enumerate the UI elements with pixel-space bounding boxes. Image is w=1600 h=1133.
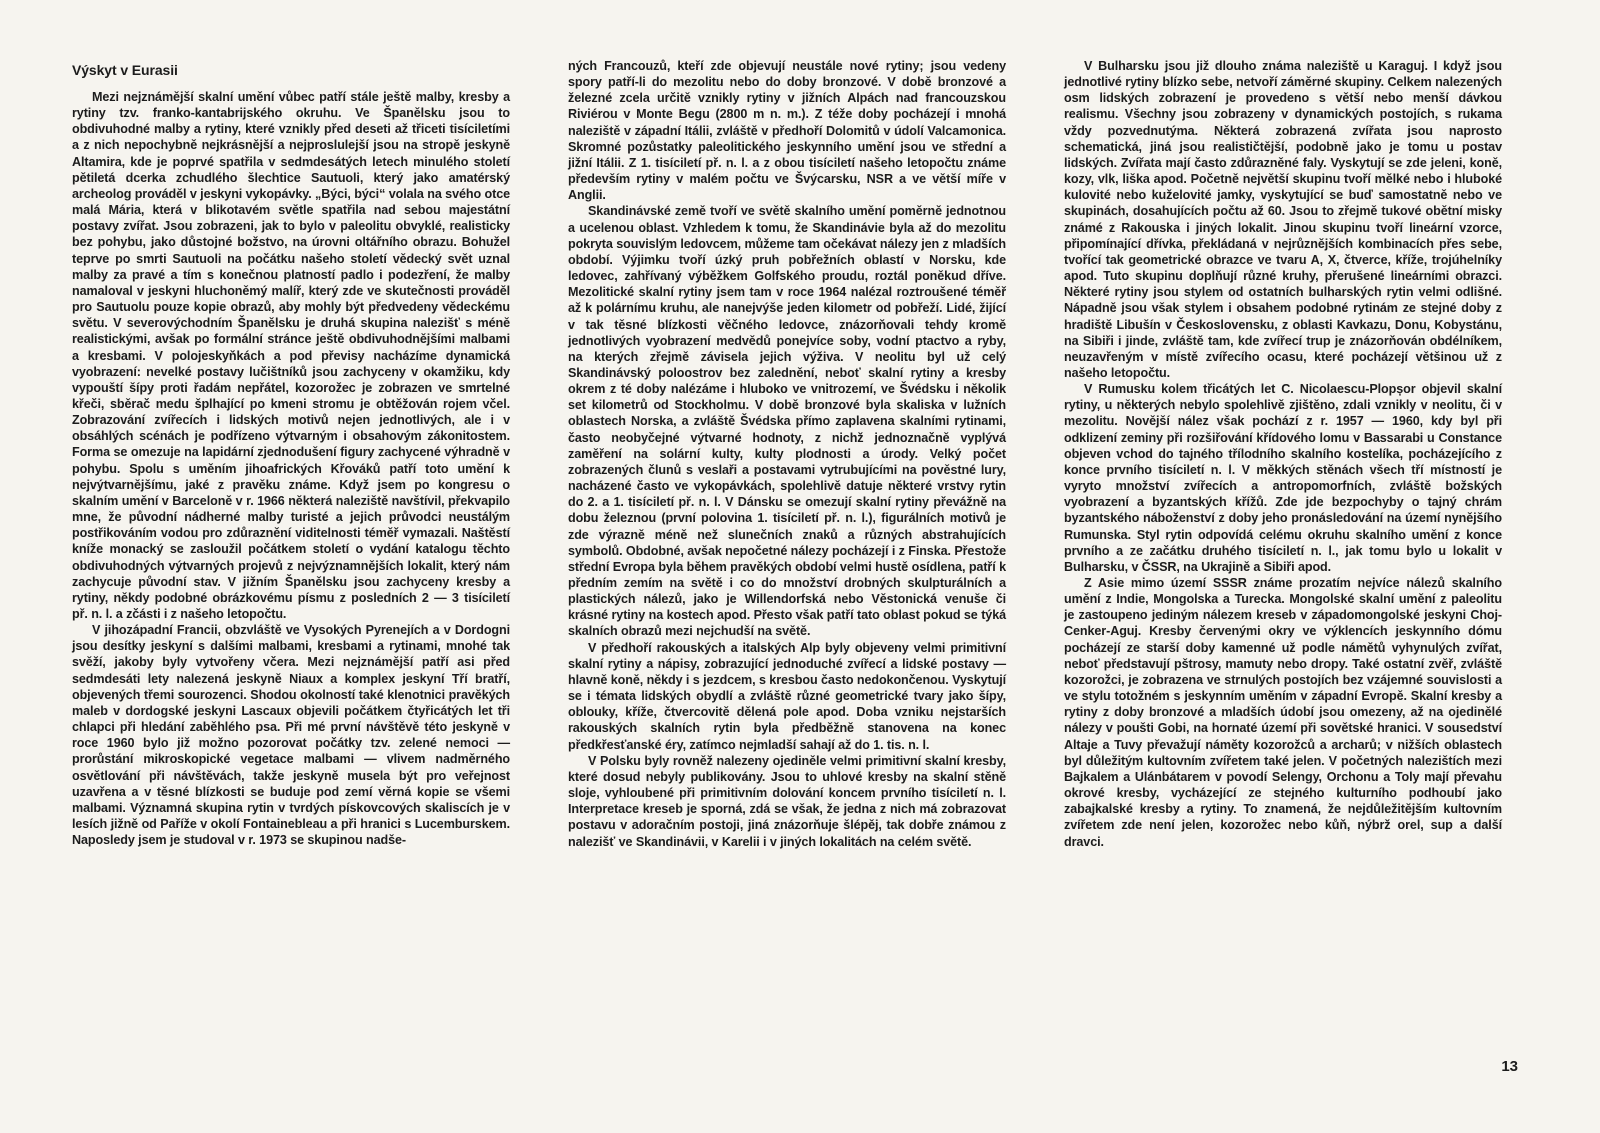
paragraph: ných Francouzů, kteří zde objevují neustále nové rytiny; jsou vedeny spory patří-li do mezolitu nebo do doby bronzové. V době bronzové a železné zcela určitě vznikly rytiny v jižních Alpách nad francouzskou Riviérou v Monte Begu (2800 m n. m.). Z téže doby pocházejí i mnohá naleziště v západní Itálii, zvláště v předhoří Dolomitů v údolí Valcamonica. Skromné pozůstatky paleolitického jeskynního umění jsou ve střední a jižní Itálii. Z 1. tisíciletí př. n. l. a z obou tisíciletí našeho letopočtu známe především rytiny v malém počtu ve Švýcarsku, NSR a ve větší míře v Anglii.	[568, 59, 1006, 203]
paragraph: Z Asie mimo území SSSR známe prozatím nejvíce nálezů skalního umění z Indie, Mongolska a Turecka. Mongolské skalní umění z paleolitu je zastoupeno jediným nálezem kreseb v západomongolské jeskyni Choj-Cenker-Aguj. Kresby červenými okry ve výklencích jeskynního dómu pocházejí ze starší doby kamenné už podle námětů vyhynulých zvířat, neboť představují pštrosy, mamuty nebo dropy. Také ostatní zvěř, zvláště kozorožci, je zobrazena ve strnulých postojích bez vzájemné souvislosti a ve stylu totožném s jeskynním uměním v západní Evropě. Skalní kresby a rytiny z doby bronzové a mladších údobí jsou omezeny, až na ojedinělé nálezy v poušti Gobi, na hornaté území při sovětské hranici. V sousedství Altaje a Tuvy převažují náměty kozorožců a archarů; v nižších oblastech byl důležitým kultovním zvířetem také jelen. V početných nalezištích mezi Bajkalem a Ulánbátarem v povodí Selengy, Orchonu a Toly mají převahu okrové kresby, vycházející ze stejného kulturního podhoubí jako zabajkalské kresby a rytiny. To znamená, že nejdůležitějším kultovním zvířetem zde není jelen, kozorožec nebo kůň, nýbrž orel, sup a další dravci.	[1064, 576, 1502, 849]
paragraph: V Rumusku kolem třicátých let C. Nicolaescu-Plopșor objevil skalní rytiny, u některých nebylo spolehlivě zjištěno, zdali vznikly v neolitu, či v mezolitu. Novější nález však pochází z r. 1957 — 1960, kdy byl při odklizení zeminy při rozšiřování křídového lomu v Bassarabi u Constance objeven vchod do tajného třílodního skalního kostelíka, pocházejícího z konce prvního tisíciletí n. l. V měkkých stěnách všech tří místností je vyryto množství zvířecích a antropomorfních, zvláště božských vyobrazení a byzantských křížů. Zde jde bezpochyby o tajný chrám byzantského náboženství z doby jeho pronásledování na území nynějšího Rumunska. Styl rytin odpovídá celému okruhu skalního umění z konce prvního a ze začátku druhého tisíciletí n. l., jak tomu bylo u lokalit v Bulharsku, v ČSSR, na Ukrajině a Sibiři apod.	[1064, 382, 1502, 574]
paragraph: V předhoří rakouských a italských Alp byly objeveny velmi primitivní skalní rytiny a nápisy, zobrazující jednoduché zvířecí a lidské postavy — hlavně koně, někdy i s jezdcem, s kresbou často nedokončenou. Vyskytují se i témata lidských obydlí a zvláště různé geometrické tvary jako šípy, oblouky, kříže, čtvercovitě dělená pole apod. Doba vzniku nejstarších rakouských skalních rytin byla předběžně stanovena na konec předkřesťanské éry, zatímco nejmladší sahají až do 1. tis. n. l.	[568, 640, 1006, 752]
paragraph: Skandinávské země tvoří ve světě skalního umění poměrně jednotnou a ucelenou oblast. Vzhledem k tomu, že Skandinávie byla až do mezolitu pokryta souvislým ledovcem, můžeme tam očekávat nálezy jen z mladších období. Výjimku tvoří úzký pruh pobřežních oblastí v Norsku, kde ledovec, zahřívaný výběžkem Golfského proudu, roztál poněkud dříve. Mezolitické skalní rytiny jsem tam v roce 1964 nalézal roztroušené téměř až k polárnímu kruhu, ale nanejvýše jeden kilometr od pobřeží. Lidé, žijící v tak těsné blízkosti věčného ledovce, znázorňovali tehdy kromě jednotlivých vyobrazení medvědů ponejvíce soby, vodní ptactvo a ryby, na kterých zřejmě závisela jejich výživa. V neolitu byl už celý Skandinávský poloostrov bez zalednění, neboť skalní rytiny a kresby okrem z té doby nalézáme i hluboko ve vnitrozemí, ve Švédsku i několik set kilometrů od Stockholmu. V době bronzové byla skaliska v lužních oblastech Norska, a zvláště Švédska přímo zaplavena skalními rytinami, často neobyčejné výtvarné hodnoty, z nichž jednoznačně vyplývá zaměření na solární kulty, kulty plodnosti a úrody. Velký počet zobrazených člunů s veslaři a postavami vytrubujícími na pověstné lury, nacházené často ve vykopávkách, spolehlivě datuje některé vrstvy rytin do 2. a 1. tisíciletí př. n. l. V Dánsku se omezují skalní rytiny převážně na dobu železnou (první polovina 1. tisíciletí př. n. l.), figurálních motivů je zde výrazně méně než slunečních znaků a různých abstrahujících symbolů. Obdobné, avšak nepočetné nálezy pocházejí i z Finska. Přestože střední Evropa byla během pravěkých období velmi hustě osídlena, patří k předním zemím na světě i co do množství drobných skulpturálních a plastických nálezů, jako je Willendorfská nebo Věstonická venuše či krásné rytiny na kostech apod. Přesto však patří tato oblast pokud se týká skalních obrazů mezi nejchudší na světě.	[568, 204, 1007, 639]
paragraph: V jihozápadní Francii, obzvláště ve Vysokých Pyrenejích a v Dordogni jsou desítky jeskyní s dalšími malbami, kresbami a rytinami, mnohé tak svěží, jakoby byly vytvořeny včera. Mezi nejznámější patří asi před sedmdesáti lety nalezená jeskyně Niaux a komplex jeskyní Tří bratří, objevených třemi sourozenci. Shodou okolností také klenotnici pravěkých maleb v dordogské jeskyni Lascaux objevili počátkem čtyřicátých let tři chlapci při hledání zaběhlého psa. Při mé první návštěvě této jeskyně v roce 1960 bylo již možno pozorovat počátky tzv. zelené nemoci — prorůstání mikroskopické vegetace malbami — vlivem nadměrného osvětlování při návštěvách, takže jeskyně musela být pro veřejnost uzavřena a v těsné blízkosti se buduje pod zemí věrná kopie se všemi malbami. Významná skupina rytin v tvrdých pískovcových skaliscích je v lesích jižně od Paříže v okolí Fontainebleau a při hranici s Lucemburskem. Naposledy jsem je studoval v r. 1973 se skupinou nadše-	[72, 623, 510, 848]
text-column-3	[1064, 58, 1502, 850]
section-title: Výskyt v Eurasii	[72, 62, 178, 78]
paragraph: V Polsku byly rovněž nalezeny ojediněle velmi primitivní skalní kresby, které dosud nebyly publikovány. Jsou to uhlové kresby na skalní stěně sloje, vyhloubené při primitivním dolování koncem prvního tisíciletí n. l. Interpretace kreseb je sporná, zdá se však, že jedna z nich má zobrazovat postavu v adoračním postoji, jiná znázorňuje šlépěj, tak dobře známou z nalezišť ve Skandinávii, v Karelii i v jiných lokalitách na celém světě.	[568, 753, 1006, 849]
text-column-2	[568, 58, 1006, 850]
page-number: 13	[1501, 1058, 1518, 1075]
paragraph: Mezi nejznámější skalní umění vůbec patří stále ještě malby, kresby a rytiny tzv. franko-kantabrijského okruhu. Ve Španělsku jsou to obdivuhodné malby a rytiny, které vznikly před deseti až třiceti tisíciletími a z nich nepochybně nejkrásnější a nejproslulejší jsou na stropě jeskyně Altamira, kde je poprvé spatřila v sedmdesátých letech minulého století pětiletá dcerka zchudlého šlechtice Sautuoli, který jako amatérský archeolog prováděl v jeskyni vykopávky. „Býci, býci“ volala na svého otce malá Mária, která v blikotavém světle spatřila nad sebou majestátní postavy zvířat. Jsou zobrazeni, jak to bylo v paleolitu obvyklé, realisticky bez pohybu, jako důstojné božstvo, na úrovni oltářního obrazu. Bohužel teprve po smrti Sautuoli na počátku našeho století vědecký svět uznal malby za pravé a tím s konečnou platností padlo i podezření, že malby namaloval v jeskyni hluchoněmý malíř, který zde ve skutečnosti prováděl pro Sautuolu pouze kopie obrazů, aby mohly být předvedeny vědeckému světu. V severovýchodním Španělsku je druhá skupina nalezišť s méně realistickými, avšak po formální stránce ještě obdivuhodnějšími malbami a kresbami. V polojeskyňkách a pod převisy nacházíme dynamická vyobrazení: nevelké postavy lučištníků jsou zachyceny v okamžiku, kdy vypouští šípy proti řadám nepřátel, kozorožec je zobrazen ve smrtelné křeči, sběrač medu šplhající po kmeni stromu je obtěžován rojem včel. Zobrazování zvířecích i lidských motivů nejen jednotlivých, ale i v obsáhlých scénách je podřízeno výtvarným i obsahovým zákonitostem. Forma se omezuje na lapidární zjednodušení figury zachycené výhradně v pohybu. Spolu s uměním jihoafrických Křováků patří toto umění k nejvýtvarnějšímu, jaké z pravěku známe. Když jsem po kongresu o skalním umění v Barceloně v r. 1966 některá naleziště navštívil, překvapilo mne, že původní nádherné malby turisté a jejich průvodci neustálým postřikováním vodou pro zdůraznění viditelnosti téměř vymazali. Naštěstí kníže monacký se zasloužil počátkem století o vydání katalogu těchto obdivuhodných výtvarných projevů z nejvýznamnějších lokalit, který nám zachycuje původní stav. V jižním Španělsku jsou zachyceny kresby a rytiny, někdy podobné obrázkovému písmu z posledních 2 — 3 tisíciletí př. n. l. a zčásti i z našeho letopočtu.	[72, 90, 510, 621]
text-column-1	[72, 58, 510, 848]
paragraph: V Bulharsku jsou již dlouho známa naleziště u Karaguj. I když jsou jednotlivé rytiny blízko sebe, netvoří záměrné skupiny. Celkem nalezených osm lidských zobrazení je provedeno s větší nebo menší dávkou realismu. Všechny jsou zobrazeny v dynamických postojích, s rukama vždy pozvednutýma. Některá zobrazená zvířata jsou naprosto schematická, jiná jsou realističtější, podobně jako je tomu u postav lidských. Zvířata mají často zdůrazněné faly. Vyskytují se zde jeleni, koně, kozy, vlk, liška apod. Početně největší skupinu tvoří mělké nebo i hluboké kulovité nebo kuželovité jamky, vyskytující se buď samostatně nebo ve skupinách, dosahujících počtu až 60. Jsou to zřejmě tukové obětní misky známé z Rakouska i jiných lokalit. Jinou skupinu tvoří lineární vzorce, připomínající dřívka, překládaná v nejrůznějších kombinacích přes sebe, tvořící tak geometrické obrazce ve tvaru A, X, čtverce, kříže, trojúhelníky apod. Tuto skupinu doplňují různé kruhy, přerušené lineárními obrazci. Některé rytiny jsou stylem od ostatních bulharských rytin velmi odlišné. Nápadně jsou však stylem i obsahem podobné rytinám ze stejné doby z hradiště Libušín v Československu, z oblasti Kavkazu, Donu, Kobystánu, na Sibiři i jinde, zvláště tam, kde zvířecí trup je znázorňován obdélníkem, neuzavřeným v místě zvířecího ocasu, které pocházejí většinou už z našeho letopočtu.	[1064, 59, 1502, 380]
